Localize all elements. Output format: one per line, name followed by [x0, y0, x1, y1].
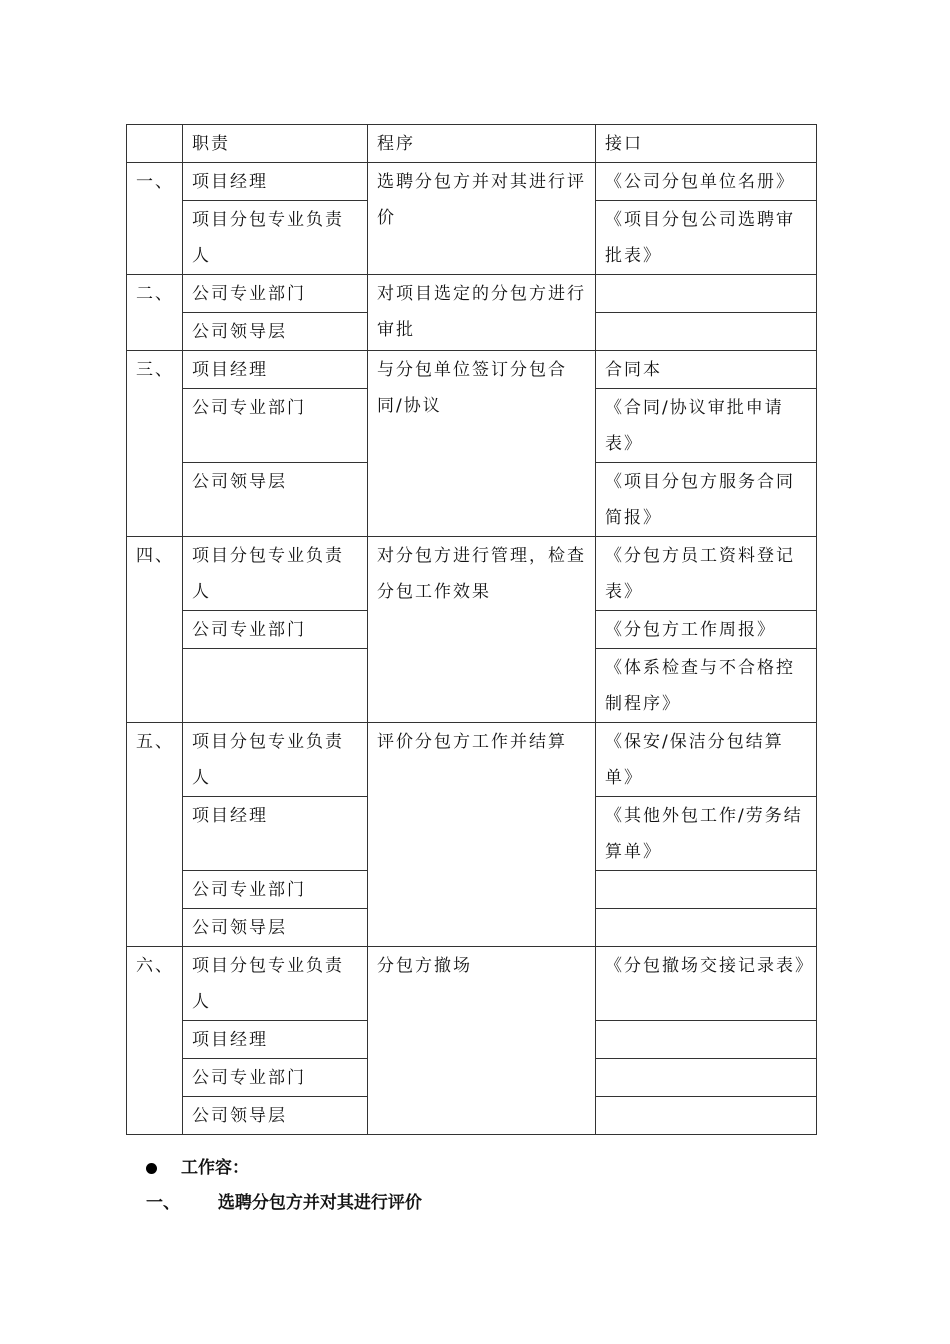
duty-cell: 项目经理 [183, 351, 368, 389]
table-row [127, 163, 817, 201]
process-table [126, 124, 817, 1135]
table-header-row [127, 125, 817, 163]
section-number: 四、 [127, 537, 183, 723]
section-number: 五、 [127, 723, 183, 947]
interface-cell [596, 909, 817, 947]
section-heading-number: 一、 [146, 1193, 180, 1213]
interface-cell: 《体系检查与不合格控制程序》 [596, 649, 817, 723]
duty-cell: 项目分包专业负责人 [183, 723, 368, 797]
duty-cell: 项目分包专业负责人 [183, 947, 368, 1021]
interface-cell [596, 313, 817, 351]
interface-cell: 《项目分包方服务合同简报》 [596, 463, 817, 537]
duty-cell: 公司领导层 [183, 1097, 368, 1135]
duty-cell: 项目经理 [183, 163, 368, 201]
procedure-cell: 对项目选定的分包方进行审批 [368, 275, 596, 351]
table-row [127, 275, 817, 313]
table-row [127, 947, 817, 1021]
duty-cell: 公司专业部门 [183, 611, 368, 649]
interface-cell: 《项目分包公司选聘审批表》 [596, 201, 817, 275]
bullet-icon [146, 1163, 157, 1174]
duty-cell: 项目经理 [183, 797, 368, 871]
work-content-heading [146, 1152, 249, 1184]
table-row [127, 351, 817, 389]
duty-cell: 公司专业部门 [183, 871, 368, 909]
work-content-label: 工作容： [181, 1158, 249, 1178]
procedure-cell: 选聘分包方并对其进行评价 [368, 163, 596, 275]
table-row [127, 537, 817, 611]
interface-cell [596, 871, 817, 909]
table-row [127, 723, 817, 797]
interface-cell [596, 1097, 817, 1135]
duty-cell: 公司领导层 [183, 909, 368, 947]
interface-cell: 《合同/协议审批申请表》 [596, 389, 817, 463]
duty-cell: 公司领导层 [183, 313, 368, 351]
interface-cell [596, 1059, 817, 1097]
duty-cell: 项目分包专业负责人 [183, 201, 368, 275]
header-cell-procedure: 程序 [368, 125, 596, 163]
procedure-cell: 评价分包方工作并结算 [368, 723, 596, 947]
procedure-cell: 分包方撤场 [368, 947, 596, 1135]
duty-cell: 项目经理 [183, 1021, 368, 1059]
section-number: 一、 [127, 163, 183, 275]
duty-cell: 公司专业部门 [183, 275, 368, 313]
section-number: 六、 [127, 947, 183, 1135]
interface-cell: 合同本 [596, 351, 817, 389]
section-number: 三、 [127, 351, 183, 537]
header-cell-number [127, 125, 183, 163]
header-cell-interface: 接口 [596, 125, 817, 163]
header-cell-duty: 职责 [183, 125, 368, 163]
interface-cell [596, 1021, 817, 1059]
interface-cell: 《分包撤场交接记录表》 [596, 947, 817, 1021]
interface-cell: 《公司分包单位名册》 [596, 163, 817, 201]
interface-cell: 《分包方员工资料登记表》 [596, 537, 817, 611]
interface-cell: 《分包方工作周报》 [596, 611, 817, 649]
interface-cell: 《其他外包工作/劳务结算单》 [596, 797, 817, 871]
duty-cell [183, 649, 368, 723]
interface-cell: 《保安/保洁分包结算单》 [596, 723, 817, 797]
procedure-cell: 与分包单位签订分包合同/协议 [368, 351, 596, 537]
interface-cell [596, 275, 817, 313]
procedure-cell: 对分包方进行管理，检查分包工作效果 [368, 537, 596, 723]
duty-cell: 公司领导层 [183, 463, 368, 537]
duty-cell: 公司专业部门 [183, 1059, 368, 1097]
section-number: 二、 [127, 275, 183, 351]
section-heading-title: 选聘分包方并对其进行评价 [217, 1193, 422, 1213]
section-heading [146, 1187, 422, 1219]
duty-cell: 公司专业部门 [183, 389, 368, 463]
duty-cell: 项目分包专业负责人 [183, 537, 368, 611]
